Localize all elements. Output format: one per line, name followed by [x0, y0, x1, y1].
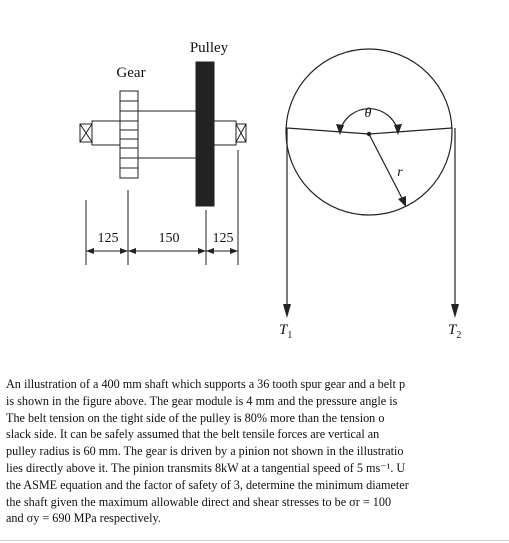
dimension-lines — [86, 150, 238, 265]
problem-line-1: An illustration of a 400 mm shaft which supports a 36 tooth spur gear and a belt p — [6, 377, 406, 391]
radius-arrow — [398, 196, 406, 207]
gear-label: Gear — [116, 65, 146, 81]
t2-arrow — [451, 304, 459, 318]
problem-line-3: The belt tension on the tight side of the pulley is 80% more than the tension o — [6, 410, 385, 425]
pulley-label: Pulley — [189, 40, 229, 56]
shaft-assembly — [80, 62, 246, 206]
t1-arrow — [283, 304, 291, 318]
bottom-divider — [0, 540, 509, 541]
t2-label: $T_2$ — [448, 322, 462, 341]
problem-line-7: the ASME equation and the factor of safety of 3, determine the minimum diameter — [6, 477, 409, 492]
pulley-end-view — [286, 49, 455, 308]
pulley-center-dot — [367, 132, 371, 136]
left-shaft-stub — [92, 121, 120, 145]
dim-left-label: 125 — [97, 231, 119, 246]
dim-middle-label: 150 — [158, 231, 180, 246]
problem-line-4: slack side. It can be safely assumed that the belt tensile forces are vertical an — [6, 427, 380, 442]
right-shaft-stub — [214, 121, 236, 145]
theta-label: θ — [364, 106, 372, 121]
t1-label: $T_1$ — [279, 322, 293, 341]
theta-arrow-right — [394, 124, 402, 135]
pulley-arrowheads — [283, 124, 459, 318]
problem-line-5: pulley radius is 60 mm. The gear is driven by a pinion not shown in the illustratio — [6, 444, 404, 459]
dim-right-label: 125 — [212, 231, 234, 246]
pulley-body — [196, 62, 214, 206]
theta-arrow-left — [336, 124, 344, 135]
radius-label: r — [397, 165, 403, 180]
problem-line-9: and σy = 690 MPa respectively. — [6, 511, 161, 526]
gear-body — [120, 91, 138, 178]
problem-statement — [6, 376, 509, 527]
problem-line-2: is shown in the figure above. The gear module is 4 mm and the pressure angle is — [6, 393, 398, 408]
problem-line-8: the shaft given the maximum allowable direct and shear stresses to be σr = 100 — [6, 494, 392, 509]
problem-line-6: lies directly above it. The pinion transmits 8kW at a tangential speed of 5 ms⁻¹. U — [6, 460, 406, 475]
